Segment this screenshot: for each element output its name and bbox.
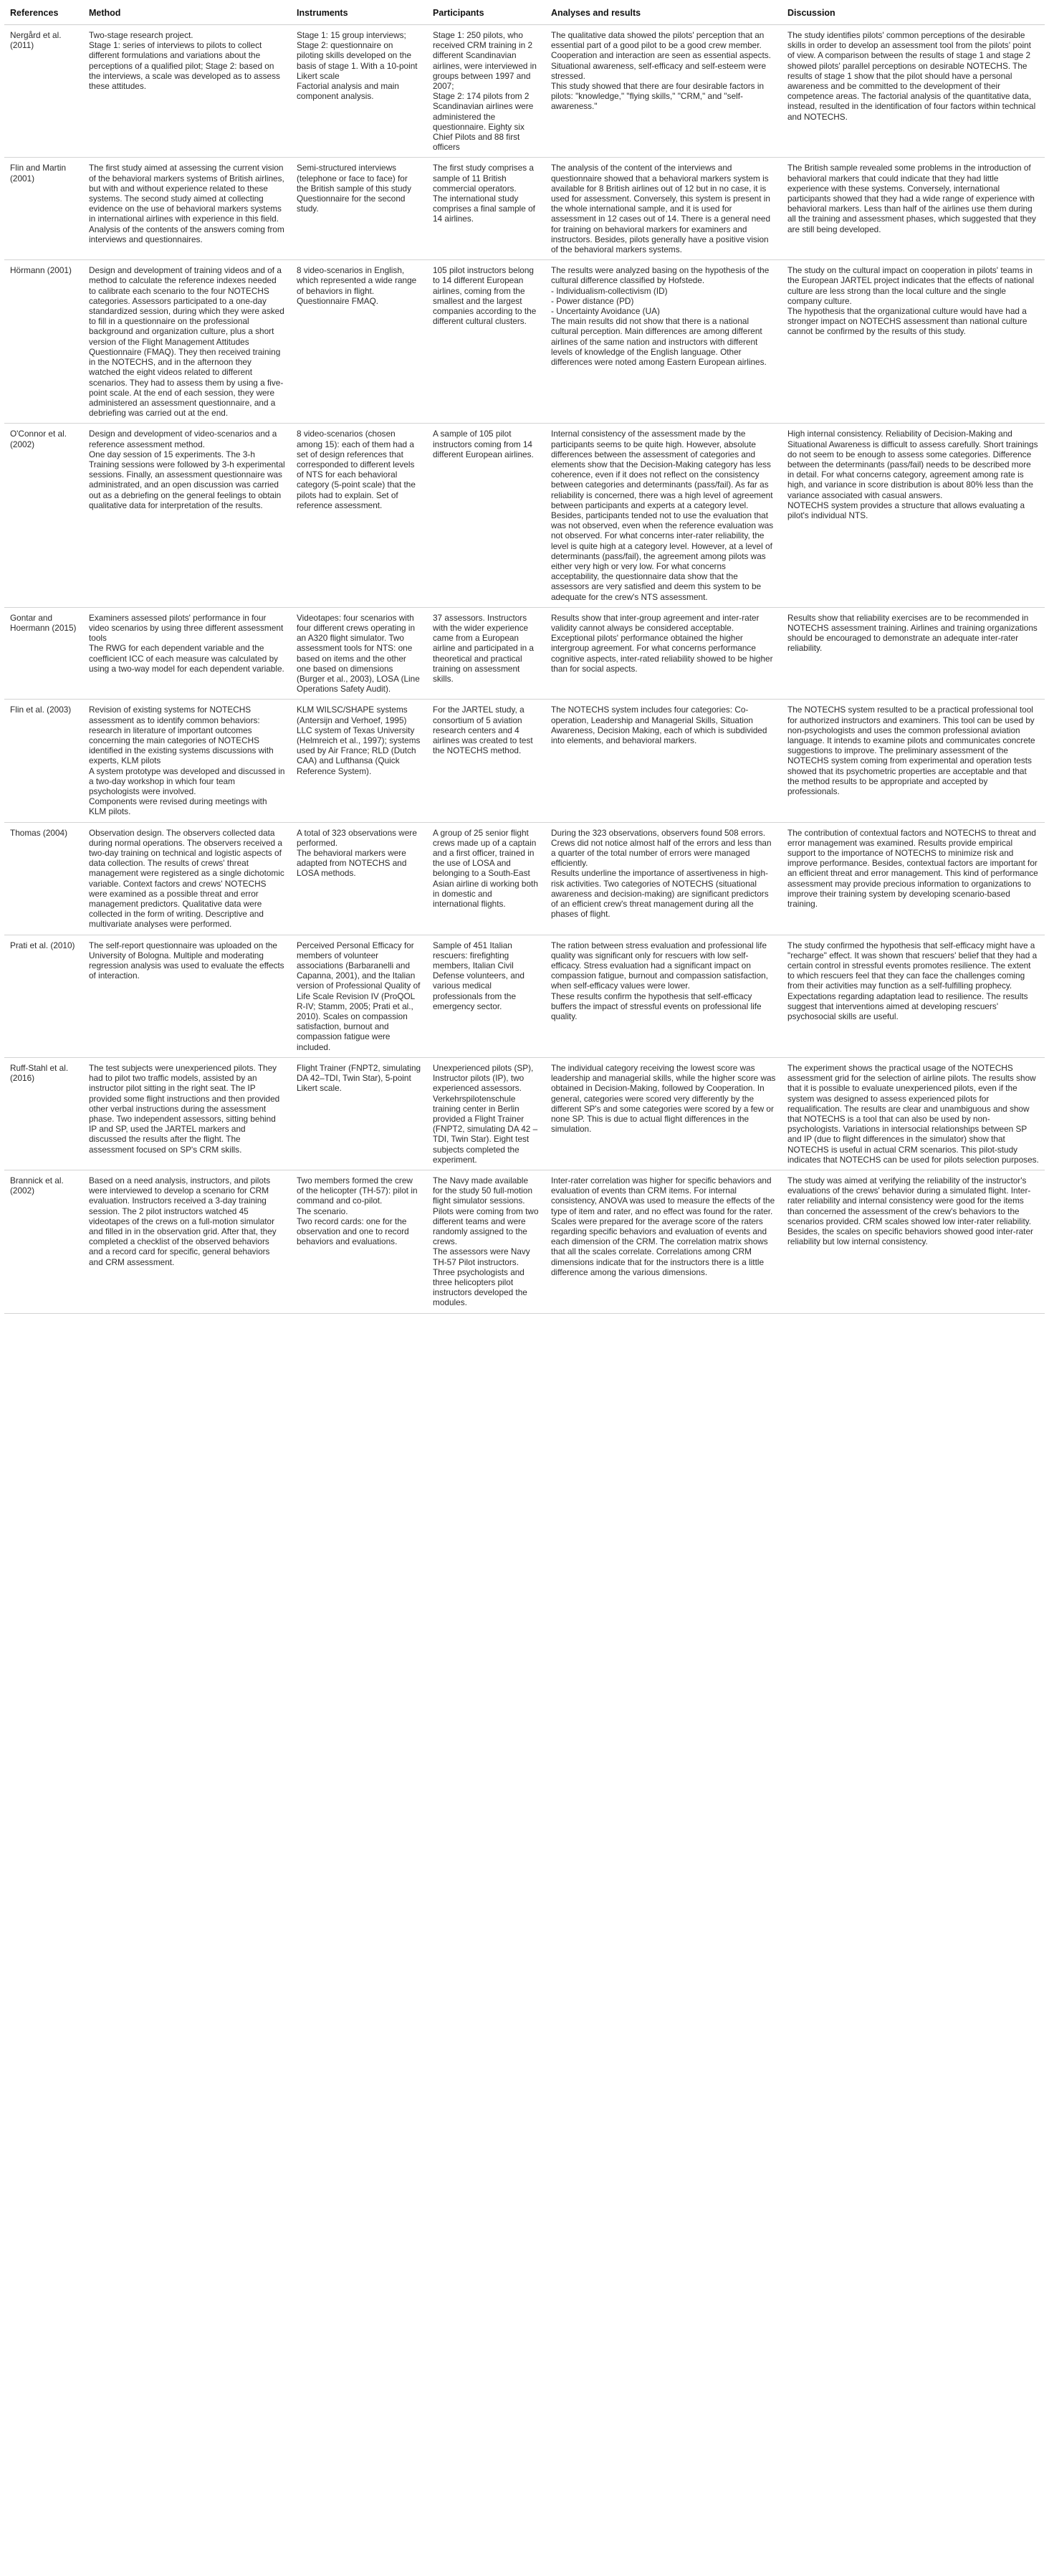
header-method: Method <box>83 0 291 25</box>
instruments-text: Stage 1: 15 group interviews; Stage 2: questionnaire on piloting skills developed on the basis of stage 1. With a 10-point Likert scale Factorial analysis and main component analysis. <box>297 30 418 102</box>
instruments-text: A total of 323 observations were performed. The behavioral markers were adapted from NOTECHS and LOSA methods. <box>297 827 417 879</box>
participants-text: 37 assessors. Instructors with the wider experience came from a European airline and participated in a theoretical and practical training on assessment skills. <box>433 612 534 684</box>
discussion-text: The NOTECHS system resulted to be a practical professional tool for authorized instructors and examiners. This tool can be used by non-psychologists and uses the common professional aviation language. It intends to examine pilots and communicates concrete suggestions to improve. The preliminary assessment of the NOTECHS system coming from experimental and operation tests showed that its psychometric properties are acceptable and that the method results to be appropriate and accepted by professionals. <box>787 705 1035 797</box>
instruments-text: 8 video-scenarios (chosen among 15): each of them had a set of design references that corresponded to different levels of NTS for each behavioral category (5-point scale) that the pilots had to explain. Set of reference assessment. <box>297 429 416 510</box>
reference-text: Thomas (2004) <box>10 827 67 838</box>
cell-instruments <box>291 424 427 607</box>
analyses-text: The ration between stress evaluation and professional life quality was significant only for rescuers with low self-efficacy. Stress evaluation had a significant impact on compassion fatigue, burnout and compassion satisfaction, when self-efficacy values were lower. These results confirm the hypothesis that self-efficacy buffers the impact of stressful events on professional life quality. <box>551 940 768 1022</box>
cell-reference <box>4 260 83 424</box>
discussion-text: The experiment shows the practical usage of the NOTECHS assessment grid for the selection of airline pilots. The results show that it is possible to evaluate unexperienced pilots, even if the system was designed to assess experienced pilots for requalification. The results are clear and unambiguous and show that NOTECHS is a tool that can also be used by non-psychologists. Variations in intersocial relationships between SP and IP (due to flight differences in the simulator) show that NOTECHS is useful in actual CRM scenarios. This pilot-study indicates that NOTECHS can be used for pilots selection purposes. <box>787 1062 1039 1165</box>
cell-method <box>83 1057 291 1170</box>
cell-method <box>83 822 291 935</box>
cell-method <box>83 260 291 424</box>
cell-discussion <box>782 822 1045 935</box>
method-text: Examiners assessed pilots' performance in four video scenarios by using three different assessment tools The RWG for each dependent variable and the coefficient ICC of each measure was calculated by using a two-way model for each dependent variable. <box>89 612 284 674</box>
instruments-text: 8 video-scenarios in English, which represented a wide range of behaviors in flight. Questionnaire FMAQ. <box>297 265 417 306</box>
cell-reference <box>4 1170 83 1313</box>
participants-text: Unexperienced pilots (SP), Instructor pilots (IP), two experienced assessors. Verkehrspilotenschule training center in Berlin provided a Flight Trainer (FNPT2, simulating DA 42 –TDI, Twin Star). Eight test subjects completed the experiment. <box>433 1062 538 1165</box>
discussion-text: The study confirmed the hypothesis that self-efficacy might have a "recharge" effect. It was shown that rescuers' belief that they had a certain control in stressful events promotes resilience. The extent to which rescuers feel that they can face the challenges coming from their activities may function as a self-fulfilling prophecy. Expectations regarding adaptation lead to resilience. The results suggest that interventions aimed at developing rescuers' psychosocial skills are useful. <box>787 940 1038 1022</box>
analyses-text: During the 323 observations, observers found 508 errors. Crews did not notice almost half of the errors and less than a quarter of the total number of errors were managed efficiently. Results underline the importance of assertiveness in high-risk activities. Two categories of NOTECHS (situational awareness and decision-making) are significant predictors of an efficient crew's threat management during all the phases of flight. <box>551 827 772 920</box>
method-text: Based on a need analysis, instructors, and pilots were interviewed to develop a scenario for CRM evaluation. Instructors received a 3-day training session. The 2 pilot instructors watched 45 videotapes of the crews on a full-motion simulator and filled in in the observation grid. After that, they completed a checklist of the observed behaviors and a record card for specific, general behaviors and CRM assessment. <box>89 1175 277 1267</box>
participants-text: Stage 1: 250 pilots, who received CRM training in 2 different Scandinavian airlines, were interviewed in groups between 1997 and 2007; Stage 2: 174 pilots from 2 Scandinavian airlines were administered the questionnaire. Eighty six Chief Pilots and 88 first officers <box>433 30 537 153</box>
participants-text: 105 pilot instructors belong to 14 different European airlines, coming from the smallest and the largest companies according to the different cultural clusters. <box>433 265 537 327</box>
table-row <box>4 935 1045 1057</box>
cell-discussion <box>782 700 1045 822</box>
cell-discussion <box>782 607 1045 700</box>
reference-text: Prati et al. (2010) <box>10 940 75 950</box>
header-row <box>4 0 1045 25</box>
cell-reference <box>4 935 83 1057</box>
header-references: References <box>4 0 83 25</box>
reference-text: Flin and Martin (2001) <box>10 163 67 183</box>
cell-participants <box>427 158 545 260</box>
instruments-text: KLM WILSC/SHAPE systems (Antersijn and Verhoef, 1995) LLC system of Texas University (Helmreich et al., 1997); systems used by Air France; RLD (Dutch CAA) and Lufthansa (Quick Reference System). <box>297 705 421 776</box>
analyses-text: The qualitative data showed the pilots' perception that an essential part of a good pilot to be a good crew member. Cooperation and interaction are seen as essential aspects. Situational awareness, self-efficacy and self-esteem were stressed. This study showed that there are four desirable factors in pilots: "knowledge," "flying skills," "CRM," and "self-awareness." <box>551 30 771 112</box>
method-text: Design and development of training videos and of a method to calculate the reference indexes needed to calibrate each scenario to the four NOTECHS categories. Assessors participated to a one-day standardized session, during which they were asked to fill in a questionnaire on the professional background and organization culture, plus a short version of the Flight Management Attitudes Questionnaire (FMAQ). They then received training in the NOTECHS, and in the afternoon they watched the eight videos related to different scenarios. They had to assess them by using a five-point scale. At the end of each session, they were administered an assessment questionnaire, and a debriefing was carried out at the end. <box>89 265 284 419</box>
table-row <box>4 424 1045 607</box>
cell-instruments <box>291 1170 427 1313</box>
method-text: Revision of existing systems for NOTECHS assessment as to identify common behaviors: research in literature of important outcomes concerning the main categories of NOTECHS identified in the existing systems discussions with experts, KLM pilots A system prototype was developed and discussed in a two-day workshop in which four team psychologists were involved. Components were revised during meetings with KLM pilots. <box>89 705 285 817</box>
cell-analyses <box>545 700 782 822</box>
reference-text: Hörmann (2001) <box>10 265 72 276</box>
header-analyses-results: Analyses and results <box>545 0 782 25</box>
cell-method <box>83 935 291 1057</box>
instruments-text: Semi-structured interviews (telephone or face to face) for the British sample of this study Questionnaire for the second study. <box>297 163 411 214</box>
table-row <box>4 158 1045 260</box>
analyses-text: Results show that inter-group agreement and inter-rater validity cannot always be considered acceptable. Exceptional pilots' performance obtained the higher intergroup agreement. For what concerns performance cognitive aspects, inter-rated reliability showed to be higher than for social aspects. <box>551 612 773 674</box>
participants-text: A group of 25 senior flight crews made up of a captain and a first officer, trained in the use of LOSA and belonging to a South-East Asian airline di working both in domestic and international flights. <box>433 827 538 910</box>
analyses-text: The analysis of the content of the interviews and questionnaire showed that a behavioral markers system is available for 8 British airlines out of 12 but in no case, it is used for assessment. Conversely, this system is present in the whole international sample, and it is used for assessment in 12 cases out of 14. There is a general need for training on behavioral markers for examiners and instructors. Besides, pilots generally have a positive vision of the behavioral markers systems. <box>551 163 771 255</box>
cell-instruments <box>291 935 427 1057</box>
cell-participants <box>427 822 545 935</box>
reference-text: Nergård et al. (2011) <box>10 30 62 51</box>
cell-participants <box>427 1057 545 1170</box>
instruments-text: Flight Trainer (FNPT2, simulating DA 42–TDI, Twin Star), 5-point Likert scale. <box>297 1062 421 1094</box>
reference-text: Flin et al. (2003) <box>10 705 72 715</box>
cell-method <box>83 25 291 158</box>
cell-participants <box>427 700 545 822</box>
participants-text: The first study comprises a sample of 11 British commercial operators. The international study comprises a final sample of 14 airlines. <box>433 163 535 224</box>
cell-participants <box>427 424 545 607</box>
cell-analyses <box>545 1057 782 1170</box>
cell-discussion <box>782 25 1045 158</box>
discussion-text: High internal consistency. Reliability of Decision-Making and Situational Awareness is difficult to assess carefully. Short trainings do not seem to be enough to assess some categories. Difference between the determinants (pass/fail) needs to be described more in detail. For what concerns category, agreement among rate is high, and variance in score distribution is about 80% less than the variance associated with casual answers. NOTECHS system provides a structure that allows evaluating a pilot's individual NTS. <box>787 429 1038 520</box>
header-participants: Participants <box>427 0 545 25</box>
cell-reference <box>4 1057 83 1170</box>
participants-text: The Navy made available for the study 50 full-motion flight simulator sessions. Pilots were coming from two different teams and were randomly assigned to the crews. The assessors were Navy TH-57 Pilot instructors. Three psychologists and three helicopters pilot instructors developed the modules. <box>433 1175 539 1308</box>
cell-discussion <box>782 1057 1045 1170</box>
cell-method <box>83 158 291 260</box>
cell-reference <box>4 822 83 935</box>
cell-participants <box>427 935 545 1057</box>
cell-method <box>83 424 291 607</box>
table-row <box>4 700 1045 822</box>
table-body <box>4 25 1045 1314</box>
method-text: The first study aimed at assessing the current vision of the behavioral markers systems of British airlines, but with and without experience related to these systems. The second study aimed at collecting evidence on the use of behavioral markers systems in international airlines with experience in this field. Analysis of the contents of the answers coming from interviews and questionnaires. <box>89 163 284 244</box>
cell-participants <box>427 1170 545 1313</box>
instruments-text: Two members formed the crew of the helicopter (TH-57): pilot in command and co-pilot. The scenario. Two record cards: one for the observation and one to record behaviors and evaluations. <box>297 1175 418 1247</box>
reference-text: Ruff-Stahl et al. (2016) <box>10 1062 69 1084</box>
discussion-text: Results show that reliability exercises are to be recommended in NOTECHS assessment training. Airlines and training organizations should be encouraged to demonstrate an adequate inter-rater reliability. <box>787 612 1038 654</box>
cell-reference <box>4 158 83 260</box>
cell-reference <box>4 25 83 158</box>
discussion-text: The contribution of contextual factors and NOTECHS to threat and error management was examined. Results provide empirical support to the importance of NOTECHS to minimize risk and improve performance. Besides, contextual factors are important for an efficient threat and error management. This kind of performance assessment may provide precious information to organizations to improve their training system by developing scenario-based training. <box>787 827 1038 910</box>
cell-analyses <box>545 822 782 935</box>
table-row <box>4 260 1045 424</box>
cell-analyses <box>545 260 782 424</box>
table-row <box>4 25 1045 158</box>
analyses-text: The individual category receiving the lowest score was leadership and managerial skills, while the higher score was obtained in Decision-Making, followed by Cooperation. In general, categories were scored very differently by the different SP's and some categories were scored by a few or none SP. This is due to actual flight differences in the simulation. <box>551 1062 776 1135</box>
header-instruments: Instruments <box>291 0 427 25</box>
cell-instruments <box>291 1057 427 1170</box>
header-discussion: Discussion <box>782 0 1045 25</box>
analyses-text: The results were analyzed basing on the hypothesis of the cultural difference classified by Hofstede. - Individualism-collectivism (ID) - Power distance (PD) - Uncertainty Avoidance (UA) The main results did not show that there is a national cultural perception. Main differences are among different airlines of the same nation and instructors with different levels of knowledge of the English language. Other differences were noted among Eastern European airlines. <box>551 265 770 368</box>
method-text: The self-report questionnaire was uploaded on the University of Bologna. Multiple and moderating regression analysis was used to evaluate the effects of interaction. <box>89 940 284 981</box>
discussion-text: The British sample revealed some problems in the introduction of behavioral markers that could indicate that they had little experience with these systems. Conversely, international participants showed that they had a wide range of experience with behavioral markers. Less than half of the airlines use them during all the training and assessment phases, which suggested that they are still being developed. <box>787 163 1036 234</box>
cell-participants <box>427 607 545 700</box>
participants-text: For the JARTEL study, a consortium of 5 aviation research centers and 4 airlines was created to test the NOTECHS method. <box>433 705 533 756</box>
cell-analyses <box>545 935 782 1057</box>
cell-instruments <box>291 607 427 700</box>
cell-participants <box>427 25 545 158</box>
cell-instruments <box>291 25 427 158</box>
table-row <box>4 1170 1045 1313</box>
cell-method <box>83 700 291 822</box>
cell-discussion <box>782 260 1045 424</box>
cell-analyses <box>545 158 782 260</box>
reference-text: Gontar and Hoermann (2015) <box>10 612 77 633</box>
method-text: Design and development of video-scenarios and a reference assessment method. One day session of 15 experiments. The 3-h Training sessions were followed by 3-h experimental sessions. Finally, an assessment questionnaire was administrated, and an open discussion was carried out as a debriefing on the general feelings to obtain qualitative data for interpretation of the results. <box>89 429 285 510</box>
cell-analyses <box>545 1170 782 1313</box>
analyses-text: Internal consistency of the assessment made by the participants seems to be quite high. However, absolute differences between the assessment of categories and elements show that the Decision-Making category has less coherence, even if it does not reflect on the consistency between categories and determinants (pass/fail). As far as reliability is concerned, there was a high level of agreement between participants and experts at a category level. Besides, participants tended not to use the evaluation that was not observed, even when the reference evaluation was not observed. For what concerns inter-rater reliability, the level is quite high at a category level. However, at a level of determinants (pass/fail), the agreement among pilots was either very high or very low. For what concerns acceptability, the questionnaire data show that the assessors are very satisfied and deem this system to be adequate for the crew's NTS assessment. <box>551 429 774 602</box>
cell-discussion <box>782 935 1045 1057</box>
cell-reference <box>4 424 83 607</box>
discussion-text: The study was aimed at verifying the reliability of the instructor's evaluations of the crews' behavior during a simulated flight. Inter-rater reliability and internal consistency were good for the items than concerned the assessment of the crew's behaviors to the scenarios provided. CRM scales showed low inter-rater reliability. Besides, the scales on specific behaviors showed good inter-rater reliability but low internal consistency. <box>787 1175 1033 1247</box>
cell-discussion <box>782 1170 1045 1313</box>
table-row <box>4 822 1045 935</box>
cell-instruments <box>291 700 427 822</box>
table-row <box>4 607 1045 700</box>
participants-text: Sample of 451 Italian rescuers: firefighting members, Italian Civil Defense volunteers, and various medical professionals from the emergency sector. <box>433 940 524 1011</box>
table-row <box>4 1057 1045 1170</box>
method-text: The test subjects were unexperienced pilots. They had to pilot two traffic models, assisted by an instructor pilot sitting in the right seat. The IP provided some flight instructions and then provided other verbal instructions during the assessment phase. Two independent assessors, sitting behind IP and SP, used the JARTEL markers and discussed the results after the flight. The assessment focused on SP's CRM skills. <box>89 1062 280 1155</box>
method-text: Observation design. The observers collected data during normal operations. The observers received a two-day training on technical and logistic aspects of data collection. The results of crews' threat management were registered as a single dichotomic variable. Context factors and crews' NOTECHS were examined as a possible threat and error management predictors. Qualitative data were collected in the form of writing. Descriptive and multivariate analyses were performed. <box>89 827 284 930</box>
reference-text: O'Connor et al. (2002) <box>10 429 67 449</box>
instruments-text: Perceived Personal Efficacy for members of volunteer associations (Barbaranelli and Capanna, 2001), and the Italian version of Professional Quality of Life Scale Revision IV (ProQOL R-IV; Stamm, 2005; Prati et al., 2010). Scales on compassion satisfaction, burnout and compassion fatigue were included. <box>297 940 421 1052</box>
cell-analyses <box>545 607 782 700</box>
cell-discussion <box>782 158 1045 260</box>
analyses-text: Inter-rater correlation was higher for specific behaviors and evaluation of events than CRM items. For internal consistency, ANOVA was used to measure the effects of the type of item and rater, and no effect was found for the rater. Scales were prepared for the average score of the raters regarding specific behaviors and evaluation of events and each dimension of the CRM. The correlation matrix shows that all the scales correlate. Correlations among CRM dimensions indicate that for the instructors there is a little difference among the various dimensions. <box>551 1175 775 1277</box>
cell-reference <box>4 700 83 822</box>
cell-reference <box>4 607 83 700</box>
participants-text: A sample of 105 pilot instructors coming from 14 different European airlines. <box>433 429 534 459</box>
literature-review-table <box>4 0 1045 1314</box>
method-text: Two-stage research project. Stage 1: series of interviews to pilots to collect different formulations and variations about the perceptions of a qualified pilot; Stage 2: based on the interviews, a scale was developed as to assess these attitudes. <box>89 30 280 92</box>
discussion-text: The study identifies pilots' common perceptions of the desirable skills in order to develop an assessment tool from the pilots' point of view. A comparison between the results of stage 1 and stage 2 showed pilots' parallel perceptions on desirable NOTECHS. The results of stage 1 show that the pilot should have a personal awareness and be committed to the development of their competence areas. The factorial analysis of the quantitative data, instead, resulted in the identification of four factors within technical and NOTECHS. <box>787 30 1036 122</box>
cell-method <box>83 607 291 700</box>
table-header <box>4 0 1045 25</box>
cell-instruments <box>291 822 427 935</box>
cell-analyses <box>545 25 782 158</box>
discussion-text: The study on the cultural impact on cooperation in pilots' teams in the European JARTEL project indicates that the effects of national culture are less strong than the local culture and the single company culture. The hypothesis that the organizational culture would have had a stronger impact on NOTECHS assessment than national culture cannot be confirmed by the results of this study. <box>787 265 1035 337</box>
analyses-text: The NOTECHS system includes four categories: Co-operation, Leadership and Managerial Skills, Situation Awareness, Decision Making, each of which is subdivided into elements, and behavioral markers. <box>551 705 767 745</box>
cell-instruments <box>291 158 427 260</box>
cell-discussion <box>782 424 1045 607</box>
cell-participants <box>427 260 545 424</box>
cell-instruments <box>291 260 427 424</box>
cell-method <box>83 1170 291 1313</box>
cell-analyses <box>545 424 782 607</box>
reference-text: Brannick et al. (2002) <box>10 1175 64 1196</box>
instruments-text: Videotapes: four scenarios with four different crews operating in an A320 flight simulator. Two assessment tools for NTS: one based on items and the other one based on dimensions (Burger et al., 2003), LOSA (Line Operations Safety Audit). <box>297 612 420 695</box>
